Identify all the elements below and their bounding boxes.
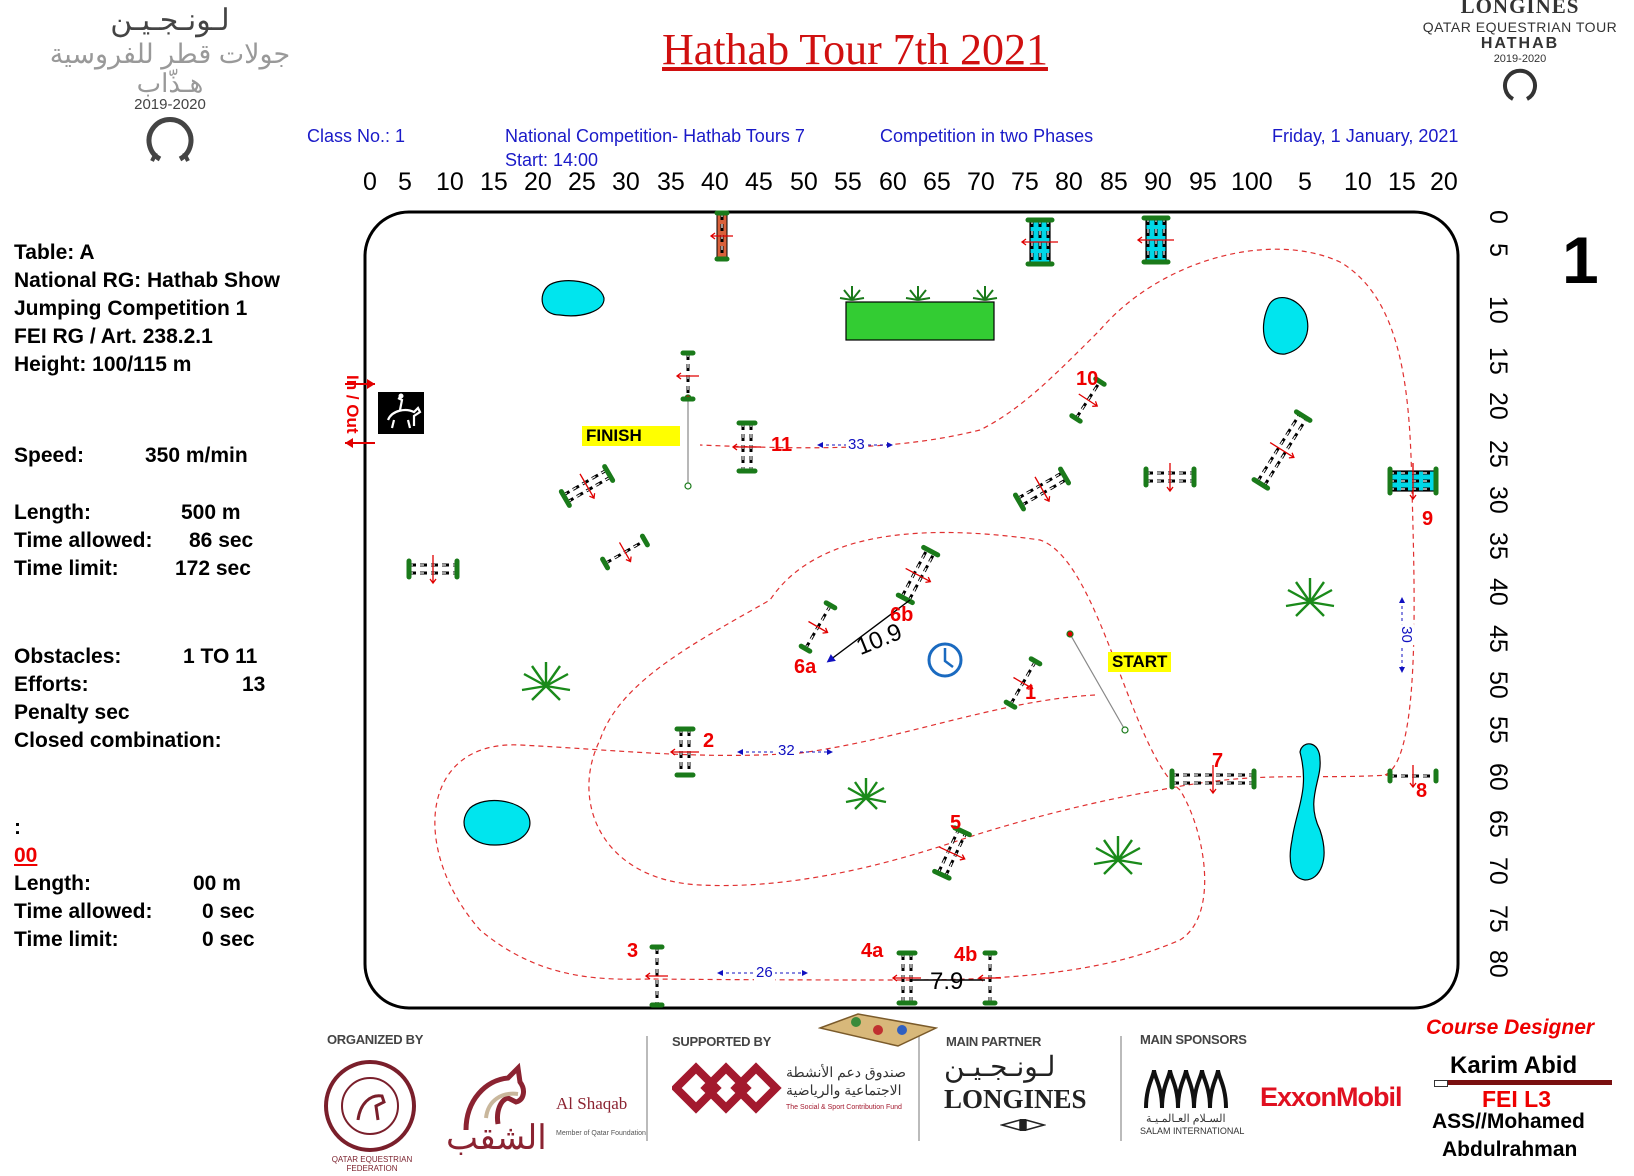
obstacles-label: Obstacles: <box>14 645 122 668</box>
hedge <box>846 302 994 340</box>
finish-line <box>685 395 691 489</box>
speed-value: 350 m/min <box>145 444 248 467</box>
signature-bar-cap <box>1434 1080 1448 1087</box>
ruler-x-tick: 100 <box>1231 168 1273 196</box>
water-pond-2 <box>1263 298 1307 355</box>
distance-label: 33 <box>848 436 865 453</box>
assistant-line-2: Abdulrahman <box>1442 1138 1578 1161</box>
obstacle <box>1249 409 1315 492</box>
main-sponsors-heading: MAIN SPONSORS <box>1140 1032 1247 1047</box>
obstacle <box>646 947 668 1005</box>
ruler-y-tick: 50 <box>1484 671 1512 699</box>
logo-arabic-tour: جولات قطر للفروسية <box>49 39 291 69</box>
class-number: Class No.: 1 <box>307 126 406 146</box>
time-allowed-value: 86 sec <box>189 529 254 552</box>
competition-name: National Competition- Hathab Tours 7 <box>505 126 805 146</box>
designer-level: FEI L3 <box>1482 1086 1552 1112</box>
start-label: START <box>1108 652 1171 672</box>
organized-by-heading: ORGANIZED BY <box>327 1032 424 1047</box>
length2-value: 00 m <box>193 872 241 895</box>
social-fund-arabic-2: الاجتماعية والرياضية <box>786 1082 902 1098</box>
social-fund-arabic-1: صندوق دعم الأنشطة <box>786 1064 907 1080</box>
distance-label: 30 <box>1397 626 1415 643</box>
jump-number-7: 7 <box>1212 750 1224 772</box>
logo-tour: QATAR EQUESTRIAN TOUR <box>1422 19 1618 35</box>
page-title: Hathab Tour 7th 2021 <box>662 25 1048 74</box>
sponsor-divider <box>646 1036 648 1141</box>
jump-number-5: 5 <box>950 812 962 834</box>
ruler-y-tick: 10 <box>1484 296 1512 324</box>
ruler-x-tick: 45 <box>745 168 773 196</box>
time-limit2-label: Time limit: <box>14 928 119 951</box>
salam-name: SALAM INTERNATIONAL <box>1140 1126 1245 1136</box>
tent-illustration <box>818 1006 938 1052</box>
jump-number-6a: 6a <box>794 656 817 678</box>
length2-label: Length: <box>14 872 91 895</box>
ruler-y-tick: 80 <box>1484 950 1512 978</box>
ruler-y-tick: 35 <box>1484 532 1512 560</box>
obstacle <box>558 461 615 510</box>
ruler-x-tick: 30 <box>612 168 640 196</box>
winged-hourglass-icon <box>1000 1116 1046 1134</box>
water-pond-1 <box>542 281 604 316</box>
obstacle <box>1012 464 1071 514</box>
ruler-x-tick: 0 <box>363 168 377 196</box>
ruler-x-tick: 15 <box>480 168 508 196</box>
ruler-y-tick: 45 <box>1484 625 1512 653</box>
ruler-x-tick: 5 <box>398 168 412 196</box>
penalty-label: Penalty sec <box>14 701 130 724</box>
assistant-line-1: ASS//Mohamed <box>1432 1110 1585 1133</box>
ruler-x-tick: 10 <box>1344 168 1372 196</box>
logo-years-right: 2019-2020 <box>1493 53 1547 65</box>
time-limit-label: Time limit: <box>14 557 119 580</box>
alshaqab-member: Member of Qatar Foundation <box>556 1130 646 1137</box>
ruler-x-tick: 90 <box>1144 168 1172 196</box>
ruler-x-tick: 10 <box>436 168 464 196</box>
exxonmobil-logo: ExxonMobil <box>1260 1082 1402 1112</box>
longines-wordmark: LONGINES <box>944 1084 1087 1114</box>
time-allowed2-value: 0 sec <box>202 900 255 923</box>
alshaqab-arabic: الشقب <box>446 1118 547 1158</box>
jump-number-8: 8 <box>1416 780 1428 802</box>
length-value: 500 m <box>181 501 241 524</box>
ruler-x-tick: 20 <box>524 168 552 196</box>
combo-distance-4: 7.9 <box>930 968 964 995</box>
jump-number-4a: 4a <box>861 940 884 962</box>
ruler-x-tick: 55 <box>834 168 862 196</box>
obstacle <box>979 953 1001 1003</box>
time-allowed2-label: Time allowed: <box>14 900 153 923</box>
distance-markers <box>720 445 1402 973</box>
logo-arabic-brand: لـونـجـيـن <box>110 4 230 37</box>
rules-line-1: National RG: Hathab Show <box>14 269 281 292</box>
jump-number-2: 2 <box>703 730 715 752</box>
obstacle <box>1390 765 1436 787</box>
ruler-x-tick: 20 <box>1430 168 1458 196</box>
ruler-x-tick: 85 <box>1100 168 1128 196</box>
ruler-y-tick: 55 <box>1484 716 1512 744</box>
ruler-x-tick: 70 <box>967 168 995 196</box>
jump-number-10: 10 <box>1076 368 1099 390</box>
ruler-x-tick: 40 <box>701 168 729 196</box>
ruler-x-tick: 50 <box>790 168 818 196</box>
page-number: 1 <box>1562 223 1599 297</box>
obstacles-value: 1 TO 11 <box>183 645 258 668</box>
social-fund-logo <box>672 1062 782 1114</box>
obstacle <box>409 555 457 583</box>
ruler-y-tick: 70 <box>1484 857 1512 885</box>
distance-label: 32 <box>778 742 795 759</box>
ruler-x-tick: 15 <box>1388 168 1416 196</box>
salam-logo <box>1140 1066 1238 1112</box>
supported-by-heading: SUPPORTED BY <box>672 1034 771 1049</box>
fei-rules: FEI RG / Art. 238.2.1 <box>14 325 213 348</box>
jump-number-9: 9 <box>1422 508 1434 530</box>
time-allowed-label: Time allowed: <box>14 529 153 552</box>
competition-date: Friday, 1 January, 2021 <box>1272 126 1459 146</box>
start-line <box>1067 631 1128 733</box>
jump-number-6b: 6b <box>890 604 914 626</box>
time-limit2-value: 0 sec <box>202 928 255 951</box>
obstacle-height: Height: 100/115 m <box>14 353 192 376</box>
horse-rider-icon <box>378 392 424 434</box>
longines-arabic: لـونـجـيـن <box>944 1051 1056 1082</box>
in-out-label: In / Out <box>343 375 362 434</box>
length-label: Length: <box>14 501 91 524</box>
phase2-colon: : <box>14 816 21 839</box>
course-route <box>435 249 1414 980</box>
obstacle <box>1390 463 1436 499</box>
speed-label: Speed: <box>14 444 85 467</box>
ruler-y-tick: 20 <box>1484 392 1512 420</box>
designer-name: Karim Abid <box>1450 1052 1578 1079</box>
ruler-y-tick: 60 <box>1484 763 1512 791</box>
phase2-title: 00 <box>14 844 38 867</box>
jump-number-3: 3 <box>627 940 639 962</box>
water-pond-4 <box>1290 744 1324 880</box>
finish-label: FINISH <box>582 426 680 446</box>
time-limit-value: 172 sec <box>175 557 251 580</box>
ruler-x-tick: 80 <box>1055 168 1083 196</box>
plant-icon <box>840 286 997 300</box>
start-time: Start: 14:00 <box>505 150 599 170</box>
qef-logo <box>322 1058 418 1154</box>
closed-combination-label: Closed combination: <box>14 729 222 752</box>
course-designer-heading: Course Designer <box>1426 1016 1595 1039</box>
ruler-x-tick: 65 <box>923 168 951 196</box>
obstacle <box>1146 463 1194 491</box>
obstacle <box>677 353 699 399</box>
ruler-y-tick: 30 <box>1484 486 1512 514</box>
jump-number-1: 1 <box>1025 682 1037 704</box>
combo-distance-6: 10.9 <box>852 618 906 661</box>
salam-arabic: السـلام العـالمـيـة <box>1146 1113 1226 1125</box>
ruler-x-tick: 60 <box>879 168 907 196</box>
ruler-y-tick: 65 <box>1484 810 1512 838</box>
ruler-y-tick: 5 <box>1484 243 1512 257</box>
obstacle <box>711 213 733 259</box>
ruler-y-tick: 0 <box>1484 210 1512 224</box>
ruler-x-tick: 25 <box>568 168 596 196</box>
jump-number-4b: 4b <box>954 944 978 966</box>
sponsor-divider <box>1120 1036 1122 1141</box>
jump-number-11: 11 <box>771 434 793 456</box>
ruler-y-tick: 40 <box>1484 578 1512 606</box>
obstacle <box>671 729 699 775</box>
competition-phases: Competition in two Phases <box>880 126 1094 146</box>
efforts-label: Efforts: <box>14 673 89 696</box>
obstacle <box>1022 220 1058 264</box>
obstacle <box>893 545 943 606</box>
ruler-y-tick: 75 <box>1484 905 1512 933</box>
logo-hathab: HATHAB <box>1480 35 1560 52</box>
logo-arabic-name: هـذّاب <box>136 68 204 98</box>
table-type: Table: A <box>14 241 95 264</box>
ruler-y-tick: 25 <box>1484 440 1512 468</box>
ruler-x-tick: 95 <box>1189 168 1217 196</box>
logo-years: 2019-2020 <box>134 96 206 113</box>
obstacle <box>733 423 761 471</box>
ruler-y-tick: 15 <box>1484 347 1512 375</box>
ruler-x-tick: 35 <box>657 168 685 196</box>
ruler-x-tick: 5 <box>1298 168 1312 196</box>
obstacle <box>893 953 921 1003</box>
main-partner-heading: MAIN PARTNER <box>946 1034 1042 1049</box>
efforts-value: 13 <box>242 673 266 696</box>
social-fund-english: The Social & Sport Contribution Fund <box>786 1104 902 1111</box>
qef-name: QATAR EQUESTRIAN FEDERATION <box>331 1155 413 1173</box>
ruler-x-tick: 75 <box>1011 168 1039 196</box>
signature-bar <box>1440 1080 1612 1085</box>
distance-label: 26 <box>756 964 773 981</box>
water-pond-3 <box>464 801 530 846</box>
alshaqab-name: Al Shaqab <box>556 1094 628 1113</box>
obstacle <box>600 531 651 573</box>
obstacle <box>796 600 840 654</box>
obstacle <box>1138 218 1174 262</box>
plant-icon <box>522 578 1334 874</box>
logo-longines: LONGINES <box>1460 0 1580 18</box>
rules-line-2: Jumping Competition 1 <box>14 297 248 320</box>
clock-icon <box>929 644 961 676</box>
